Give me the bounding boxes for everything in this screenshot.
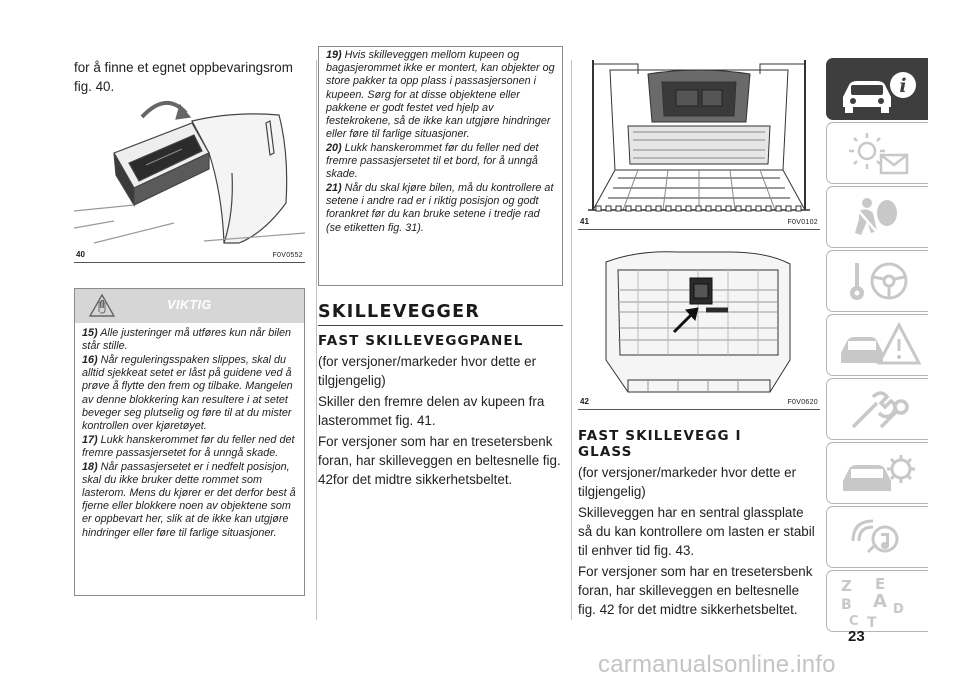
index-letter: D — [893, 602, 904, 617]
figure-number: 42 — [580, 397, 589, 406]
figure-42 — [578, 240, 820, 410]
maintenance-tools-icon — [837, 383, 921, 437]
tab-safety[interactable] — [826, 186, 928, 248]
column-divider — [316, 60, 317, 620]
figure-code: F0V0620 — [787, 399, 818, 406]
paragraph: Skiller den fremre delen av kupeen fra lasterommet fig. 41. — [318, 394, 545, 428]
subsection-title: FAST SKILLEVEGGPANEL — [318, 333, 524, 349]
paragraph: For versjoner som har en tresetersbenk foran, har skilleveggen en beltesnelle fig. 42for det midtre sikkerhetsbeltet. — [318, 434, 561, 487]
subsection-title-cont: GLASS — [578, 444, 633, 460]
paragraph: (for versjoner/markeder hvor dette er tilgjengelig) — [318, 354, 537, 388]
tab-warning-lights[interactable] — [826, 122, 928, 184]
page-number: 23 — [848, 628, 865, 645]
section-rule — [318, 325, 563, 326]
svg-text:i: i — [899, 75, 907, 97]
warning-lights-icon — [837, 127, 921, 181]
figure-code: F0V0102 — [787, 219, 818, 226]
van-cargo-partition-illustration — [578, 60, 820, 218]
warning-item: 18) Når passasjersetet er i nedfelt posisjon, skal du ikke bruker dette rommet som lasterom. Mens du kjører er det derfor best å fjerne eller blokkere noen av objektene som er oppbevart her, slik at de ikke kan utgjøre hindringer eller føre til farlige situasjoner. — [82, 460, 296, 539]
warning-title: VIKTIG — [167, 298, 212, 312]
note-item: 20) Lukk hanskerommet før du feller ned det fremre passasjersetet til et bord, for å unngå skade. — [326, 141, 539, 181]
index-letter: E — [875, 575, 886, 593]
breakdown-warning-icon — [837, 319, 921, 373]
seat-storage-illustration — [74, 93, 305, 251]
figure-41 — [578, 60, 820, 230]
section-glass-partition — [578, 428, 820, 619]
warning-item: 16) Når reguleringsspaken slippes, skal du alltid sjekkeat setet er låst på guidene ved å prøve å flytte den frem og tilbake. Mangelen av denne blokkering kan resultere i at setet beveger seg plutselig og føre til at du mister kontrollen over kjøretøyet. — [82, 353, 293, 432]
section-title: SKILLEVEGGER — [318, 302, 481, 322]
alphabetical-index-icon — [837, 575, 921, 629]
tab-index[interactable] — [826, 570, 928, 632]
section-partitions — [318, 302, 563, 489]
tab-multimedia[interactable] — [826, 506, 928, 568]
tab-maintenance[interactable] — [826, 378, 928, 440]
tab-car-info[interactable] — [826, 58, 928, 120]
multimedia-icon — [837, 511, 921, 565]
car-info-icon — [837, 63, 921, 117]
warning-body — [75, 323, 304, 540]
figure-code: F0V0552 — [272, 252, 303, 259]
warning-item: 15) Alle justeringer må utføres kun når bilen står stille. — [82, 327, 292, 353]
car-specs-icon — [837, 447, 921, 501]
column-divider — [571, 60, 572, 620]
steering-wheel-key-icon — [837, 255, 921, 309]
index-letter: B — [841, 597, 852, 613]
subsection-title: FAST SKILLEVEGG I — [578, 428, 742, 444]
watermark: carmanualsonline.info — [598, 651, 836, 678]
notes-box — [318, 46, 563, 286]
note-item: 21) Når du skal kjøre bilen, må du kontrollere at setene i andre rad er i riktig posisjon og godt forankret før du kan bruke setene i tredje rad (se etiketten fig. 31). — [326, 182, 554, 234]
note-item: 19) Hvis skilleveggen mellom kupeen og bagasjerommet ikke er montert, kan objekter og store pakker ta opp plass i passasjersonen i kupeen. Sørg for at disse objektene eller pakkene er godt festet ved hjelp av festekrokene, så de ikke kan utgjøre hindringer eller føre til farlige situasjoner. — [326, 49, 555, 141]
figure-number: 41 — [580, 217, 589, 226]
partition-belt-reel-illustration — [578, 240, 820, 398]
warning-item: 17) Lukk hanskerommet før du feller ned det fremre passasjersetet for å unngå skade. — [82, 433, 295, 459]
index-letter: T — [867, 615, 877, 629]
index-letter: Z — [841, 577, 852, 595]
index-letter: C — [849, 614, 859, 629]
intro-text: for å finne et egnet oppbevaringsrom fig. 40. — [74, 60, 293, 94]
airbag-safety-icon — [837, 191, 921, 245]
figure-40 — [74, 93, 305, 263]
warning-box — [74, 288, 305, 596]
paragraph: For versjoner som har en tresetersbenk foran, har skilleveggen en beltesnelle fig. 42 for det midtre sikkerhetsbeltet. — [578, 564, 813, 617]
tab-technical-data[interactable] — [826, 442, 928, 504]
paragraph: (for versjoner/markeder hvor dette er tilgjengelig) — [578, 465, 797, 499]
paragraph: Skilleveggen har en sentral glassplate så du kan kontrollere om lasten er stabil til enhver tid fig. 43. — [578, 505, 815, 558]
index-letter: A — [873, 591, 887, 612]
tab-starting-driving[interactable] — [826, 250, 928, 312]
tab-emergency[interactable] — [826, 314, 928, 376]
warning-header — [75, 289, 304, 323]
figure-number: 40 — [76, 250, 85, 259]
